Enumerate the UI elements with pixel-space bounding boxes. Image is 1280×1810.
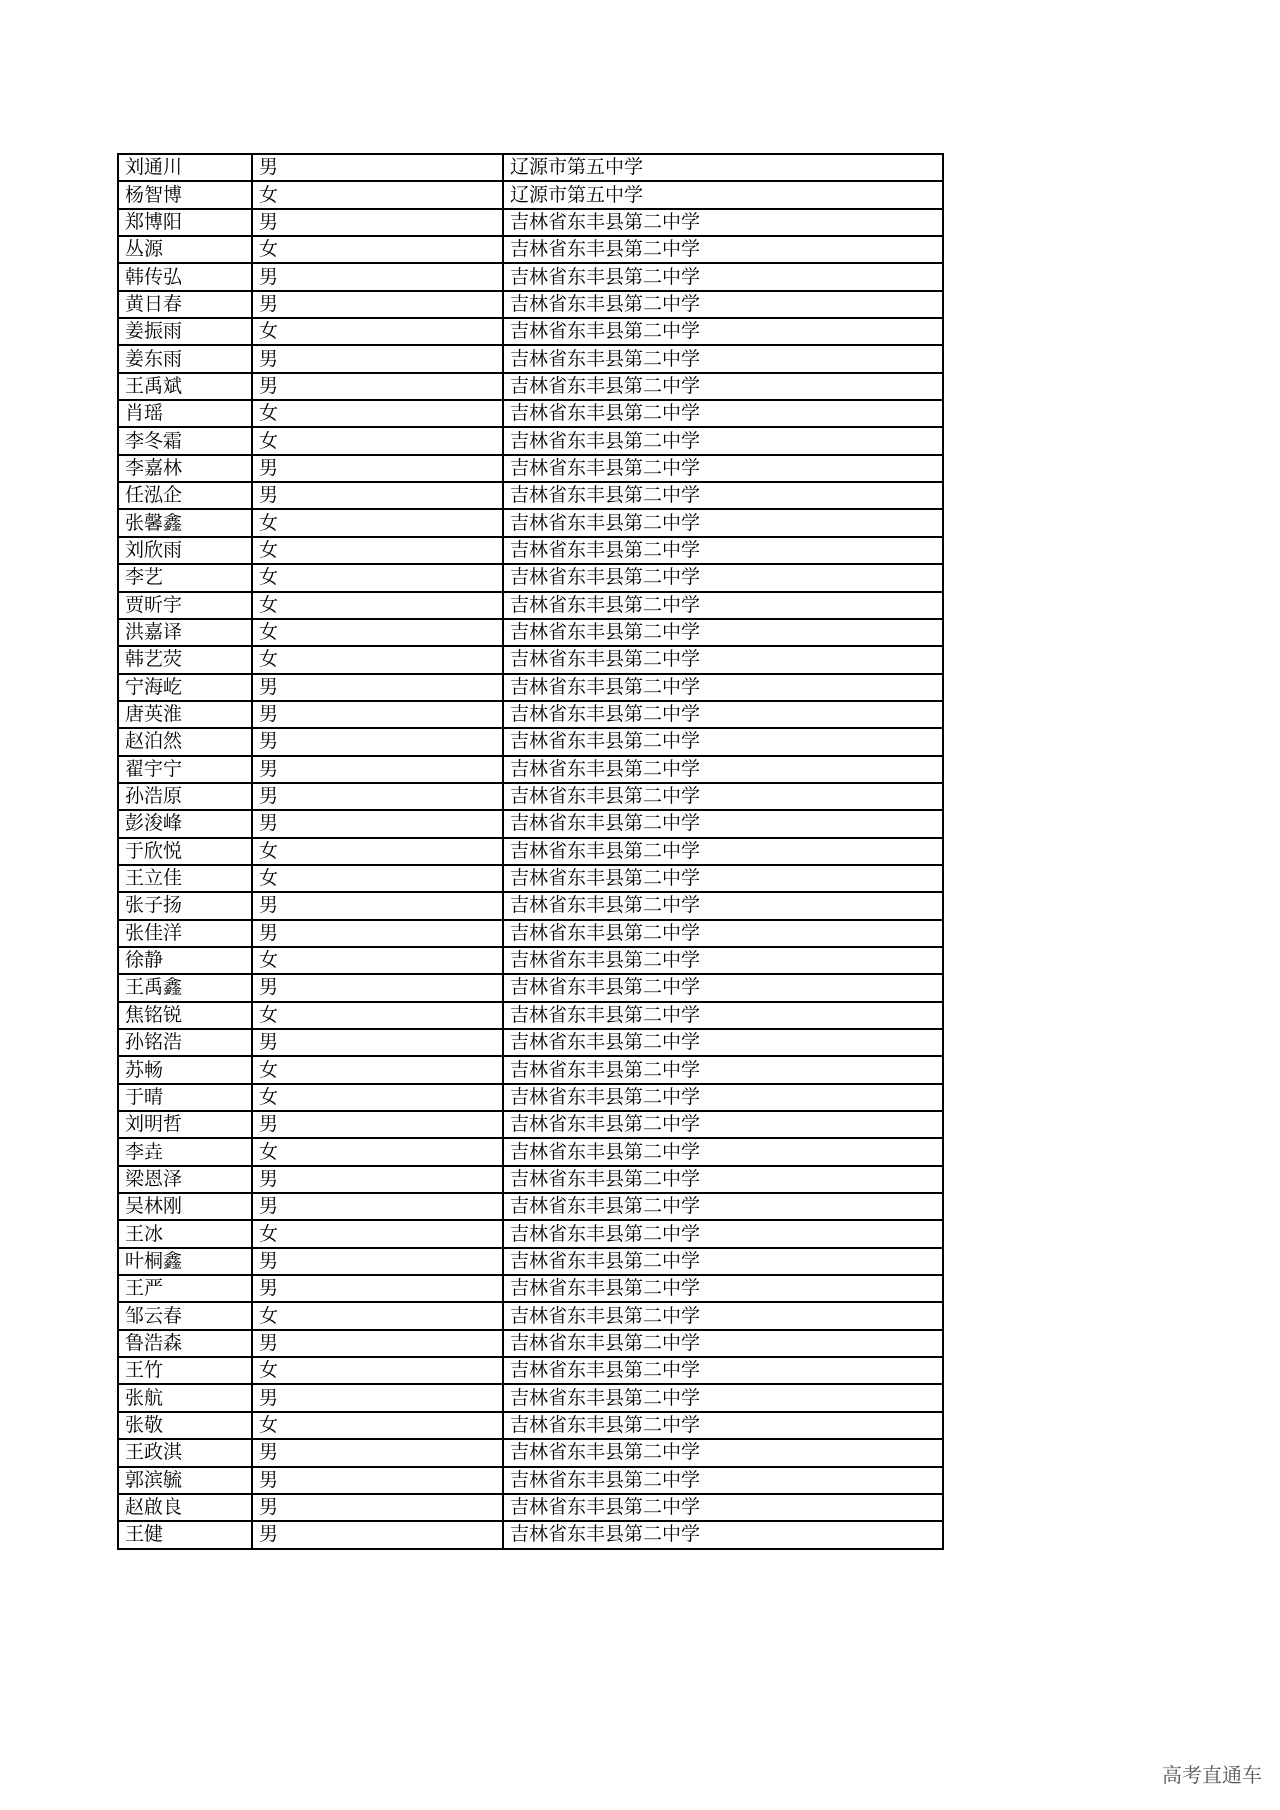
table-row [118,1494,943,1521]
name-cell: 于晴 [118,1084,252,1111]
name-cell: 孙浩原 [118,783,252,810]
school-cell: 吉林省东丰县第二中学 [503,1330,943,1357]
school-cell: 吉林省东丰县第二中学 [503,400,943,427]
gender-cell: 女 [252,619,503,646]
name-cell: 焦铭锐 [118,1002,252,1029]
name-cell: 肖瑶 [118,400,252,427]
gender-cell: 男 [252,1029,503,1056]
table-row [118,838,943,865]
name-cell: 赵泊然 [118,728,252,755]
school-cell: 吉林省东丰县第二中学 [503,345,943,372]
gender-cell: 男 [252,1521,503,1548]
gender-cell: 女 [252,646,503,673]
school-cell: 吉林省东丰县第二中学 [503,1084,943,1111]
school-cell: 吉林省东丰县第二中学 [503,619,943,646]
table-row [118,1166,943,1193]
school-cell: 吉林省东丰县第二中学 [503,1302,943,1329]
gender-cell: 女 [252,1138,503,1165]
table-row [118,728,943,755]
school-cell: 吉林省东丰县第二中学 [503,1056,943,1083]
table-row [118,509,943,536]
gender-cell: 女 [252,181,503,208]
name-cell: 张敬 [118,1412,252,1439]
gender-cell: 男 [252,209,503,236]
school-cell: 辽源市第五中学 [503,181,943,208]
table-row [118,318,943,345]
table-row [118,1439,943,1466]
name-cell: 翟宇宁 [118,756,252,783]
gender-cell: 男 [252,1248,503,1275]
gender-cell: 男 [252,345,503,372]
school-cell: 吉林省东丰县第二中学 [503,1412,943,1439]
table-row [118,1002,943,1029]
table-row [118,646,943,673]
gender-cell: 女 [252,1357,503,1384]
table-row [118,181,943,208]
name-cell: 刘明哲 [118,1111,252,1138]
gender-cell: 女 [252,427,503,454]
name-cell: 杨智博 [118,181,252,208]
gender-cell: 女 [252,1412,503,1439]
name-cell: 张馨鑫 [118,509,252,536]
table-row [118,1029,943,1056]
gender-cell: 男 [252,1494,503,1521]
table-row [118,1521,943,1548]
name-cell: 韩艺荧 [118,646,252,673]
name-cell: 宁海屹 [118,674,252,701]
school-cell: 吉林省东丰县第二中学 [503,1220,943,1247]
table-row [118,892,943,919]
school-cell: 吉林省东丰县第二中学 [503,1439,943,1466]
table-row [118,236,943,263]
table-row [118,564,943,591]
name-cell: 王竹 [118,1357,252,1384]
gender-cell: 男 [252,455,503,482]
gender-cell: 女 [252,236,503,263]
school-cell: 吉林省东丰县第二中学 [503,482,943,509]
name-cell: 姜东雨 [118,345,252,372]
table-row [118,1220,943,1247]
table-row [118,1302,943,1329]
name-cell: 王禹斌 [118,373,252,400]
table-row [118,1056,943,1083]
gender-cell: 女 [252,1002,503,1029]
name-cell: 王立佳 [118,865,252,892]
gender-cell: 男 [252,783,503,810]
name-cell: 姜振雨 [118,318,252,345]
school-cell: 吉林省东丰县第二中学 [503,1248,943,1275]
name-cell: 孙铭浩 [118,1029,252,1056]
gender-cell: 女 [252,537,503,564]
table-row [118,1193,943,1220]
table-row [118,427,943,454]
gender-cell: 男 [252,482,503,509]
table-row [118,783,943,810]
school-cell: 吉林省东丰县第二中学 [503,455,943,482]
gender-cell: 女 [252,592,503,619]
school-cell: 吉林省东丰县第二中学 [503,810,943,837]
gender-cell: 女 [252,400,503,427]
name-cell: 刘通川 [118,154,252,181]
school-cell: 吉林省东丰县第二中学 [503,974,943,1001]
name-cell: 李冬霜 [118,427,252,454]
school-cell: 吉林省东丰县第二中学 [503,1029,943,1056]
name-cell: 王健 [118,1521,252,1548]
school-cell: 吉林省东丰县第二中学 [503,1494,943,1521]
gender-cell: 女 [252,1302,503,1329]
table-row [118,619,943,646]
table-row [118,154,943,181]
name-cell: 张航 [118,1384,252,1411]
table-row [118,400,943,427]
name-cell: 李艺 [118,564,252,591]
school-cell: 吉林省东丰县第二中学 [503,1111,943,1138]
school-cell: 吉林省东丰县第二中学 [503,1384,943,1411]
gender-cell: 男 [252,1467,503,1494]
gender-cell: 男 [252,1193,503,1220]
name-cell: 徐静 [118,947,252,974]
gender-cell: 女 [252,509,503,536]
gender-cell: 男 [252,1111,503,1138]
school-cell: 吉林省东丰县第二中学 [503,920,943,947]
table-row [118,1467,943,1494]
name-cell: 鲁浩森 [118,1330,252,1357]
school-cell: 吉林省东丰县第二中学 [503,1193,943,1220]
gender-cell: 男 [252,1384,503,1411]
name-cell: 苏畅 [118,1056,252,1083]
table-row [118,592,943,619]
table-row [118,1275,943,1302]
school-cell: 吉林省东丰县第二中学 [503,1521,943,1548]
table-row [118,920,943,947]
school-cell: 吉林省东丰县第二中学 [503,756,943,783]
school-cell: 吉林省东丰县第二中学 [503,564,943,591]
name-cell: 王政淇 [118,1439,252,1466]
gender-cell: 男 [252,756,503,783]
name-cell: 王冰 [118,1220,252,1247]
roster-table-body [118,154,943,1549]
school-cell: 吉林省东丰县第二中学 [503,646,943,673]
school-cell: 吉林省东丰县第二中学 [503,947,943,974]
school-cell: 吉林省东丰县第二中学 [503,701,943,728]
gender-cell: 男 [252,810,503,837]
name-cell: 吴林刚 [118,1193,252,1220]
table-row [118,865,943,892]
name-cell: 丛源 [118,236,252,263]
table-row [118,455,943,482]
table-row [118,373,943,400]
name-cell: 梁恩泽 [118,1166,252,1193]
school-cell: 吉林省东丰县第二中学 [503,728,943,755]
gender-cell: 女 [252,947,503,974]
name-cell: 张佳洋 [118,920,252,947]
table-row [118,1384,943,1411]
watermark-label: 高考直通车 [1162,1763,1262,1787]
gender-cell: 女 [252,1084,503,1111]
table-row [118,1084,943,1111]
school-cell: 吉林省东丰县第二中学 [503,537,943,564]
school-cell: 吉林省东丰县第二中学 [503,838,943,865]
school-cell: 吉林省东丰县第二中学 [503,509,943,536]
name-cell: 赵啟良 [118,1494,252,1521]
gender-cell: 男 [252,1330,503,1357]
gender-cell: 女 [252,1220,503,1247]
name-cell: 张子扬 [118,892,252,919]
school-cell: 吉林省东丰县第二中学 [503,865,943,892]
school-cell: 吉林省东丰县第二中学 [503,1002,943,1029]
name-cell: 李嘉林 [118,455,252,482]
name-cell: 韩传弘 [118,263,252,290]
school-cell: 辽源市第五中学 [503,154,943,181]
name-cell: 彭浚峰 [118,810,252,837]
school-cell: 吉林省东丰县第二中学 [503,592,943,619]
table-row [118,974,943,1001]
gender-cell: 男 [252,263,503,290]
school-cell: 吉林省东丰县第二中学 [503,1467,943,1494]
name-cell: 洪嘉译 [118,619,252,646]
school-cell: 吉林省东丰县第二中学 [503,892,943,919]
name-cell: 李垚 [118,1138,252,1165]
gender-cell: 男 [252,728,503,755]
gender-cell: 男 [252,1275,503,1302]
gender-cell: 女 [252,318,503,345]
name-cell: 于欣悦 [118,838,252,865]
school-cell: 吉林省东丰县第二中学 [503,1357,943,1384]
table-row [118,1330,943,1357]
name-cell: 郑博阳 [118,209,252,236]
table-row [118,1412,943,1439]
school-cell: 吉林省东丰县第二中学 [503,263,943,290]
gender-cell: 男 [252,291,503,318]
table-row [118,291,943,318]
gender-cell: 女 [252,865,503,892]
school-cell: 吉林省东丰县第二中学 [503,318,943,345]
name-cell: 王禹鑫 [118,974,252,1001]
name-cell: 郭滨毓 [118,1467,252,1494]
gender-cell: 男 [252,1166,503,1193]
school-cell: 吉林省东丰县第二中学 [503,373,943,400]
table-row [118,1111,943,1138]
table-row [118,1248,943,1275]
school-cell: 吉林省东丰县第二中学 [503,427,943,454]
roster-table [117,153,944,1550]
gender-cell: 男 [252,920,503,947]
name-cell: 叶桐鑫 [118,1248,252,1275]
table-row [118,482,943,509]
gender-cell: 男 [252,1439,503,1466]
table-row [118,209,943,236]
table-row [118,345,943,372]
table-row [118,701,943,728]
table-row [118,1138,943,1165]
gender-cell: 女 [252,564,503,591]
school-cell: 吉林省东丰县第二中学 [503,1275,943,1302]
gender-cell: 男 [252,892,503,919]
table-row [118,537,943,564]
table-row [118,947,943,974]
name-cell: 王严 [118,1275,252,1302]
gender-cell: 女 [252,1056,503,1083]
school-cell: 吉林省东丰县第二中学 [503,783,943,810]
school-cell: 吉林省东丰县第二中学 [503,1138,943,1165]
name-cell: 任泓企 [118,482,252,509]
school-cell: 吉林省东丰县第二中学 [503,236,943,263]
school-cell: 吉林省东丰县第二中学 [503,291,943,318]
table-row [118,756,943,783]
table-row [118,674,943,701]
school-cell: 吉林省东丰县第二中学 [503,674,943,701]
gender-cell: 男 [252,373,503,400]
name-cell: 刘欣雨 [118,537,252,564]
table-row [118,810,943,837]
table-row [118,263,943,290]
gender-cell: 男 [252,154,503,181]
gender-cell: 男 [252,674,503,701]
school-cell: 吉林省东丰县第二中学 [503,1166,943,1193]
name-cell: 黄日春 [118,291,252,318]
school-cell: 吉林省东丰县第二中学 [503,209,943,236]
gender-cell: 女 [252,838,503,865]
name-cell: 贾昕宇 [118,592,252,619]
name-cell: 唐英淮 [118,701,252,728]
gender-cell: 男 [252,974,503,1001]
gender-cell: 男 [252,701,503,728]
table-row [118,1357,943,1384]
name-cell: 邹云春 [118,1302,252,1329]
